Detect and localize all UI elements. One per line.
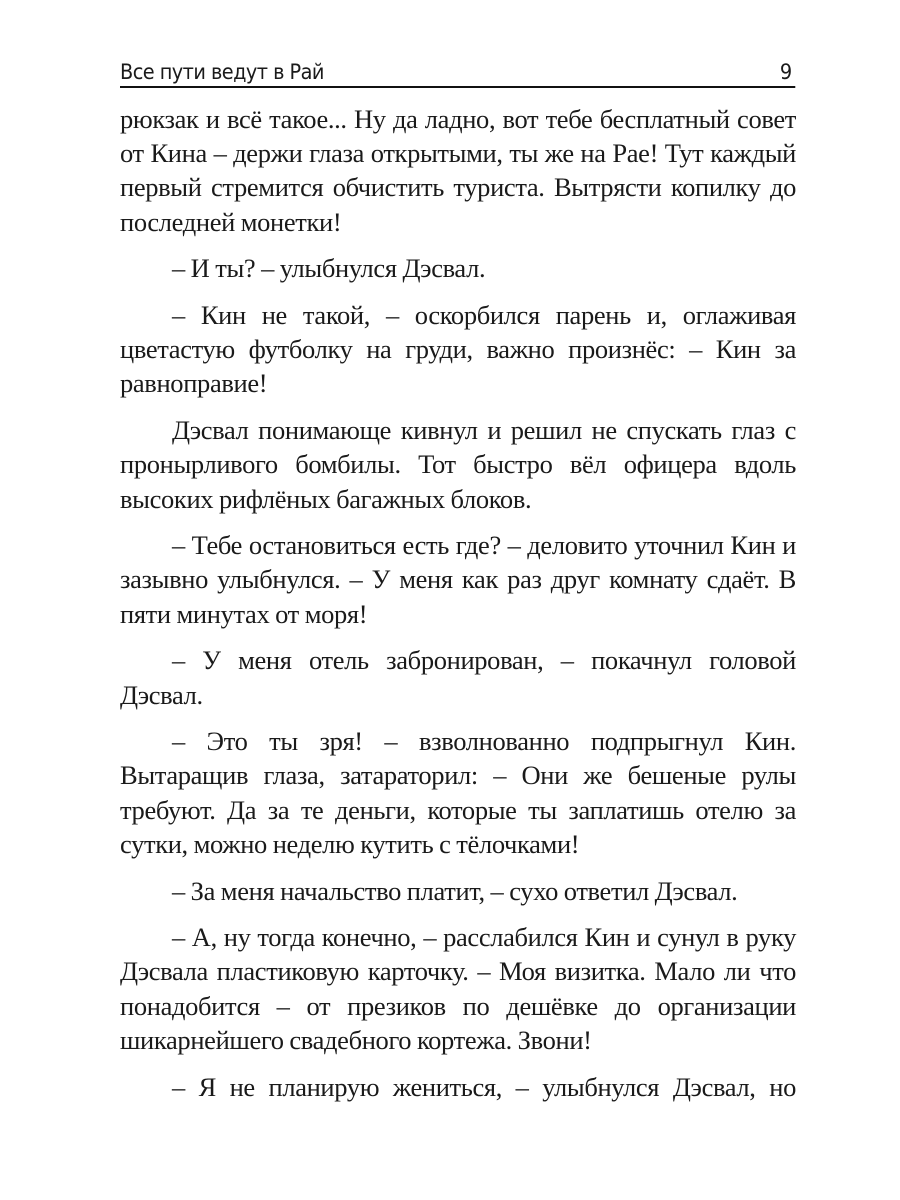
paragraph: – Я не планирую жениться, – улыбнулся Дэсвал, но <box>172 1071 796 1102</box>
paragraph: – Это ты зря! – взволнованно подпрыгнул Кин. Вытаращив глаза, затараторил: – Они же бешеные рулы требуют. Да за те деньги, которые ты заплатишь отелю за сутки, можно неделю кутить с тёлочками! <box>120 726 796 859</box>
page-number: 9 <box>779 60 792 84</box>
paragraph: – А, ну тогда конечно, – расслабился Кин и сунул в руку Дэсвала пластиковую карточку. – Моя визитка. Мало ли что понадобится – от презиков по дешёвке до организации шикарнейшего свадебного кортежа. Звони! <box>120 922 796 1055</box>
running-header <box>120 54 795 88</box>
book-page <box>120 54 796 1116</box>
paragraph: – У меня отель забронирован, – покачнул головой Дэсвал. <box>120 645 796 710</box>
paragraph: – И ты? – улыбнулся Дэсвал. <box>172 253 486 284</box>
page-body-text <box>120 102 796 1104</box>
paragraph: – За меня начальство платит, – сухо ответил Дэсвал. <box>172 875 738 906</box>
book-title: Все пути ведут в Рай <box>120 60 324 84</box>
paragraph: – Тебе остановиться есть где? – деловито уточнил Кин и зазывно улыбнулся. – У меня как раз друг комнату сдаёт. В пяти минутах от моря! <box>120 530 796 629</box>
paragraph: рюкзак и всё такое... Ну да ладно, вот тебе бесплатный совет от Кина – держи глаза открытыми, ты же на Рае! Тут каждый первый стремится обчистить туриста. Вытрясти копилку до последней монетки! <box>120 104 796 237</box>
paragraph: Дэсвал понимающе кивнул и решил не спускать глаз с пронырливого бомбилы. Тот быстро вёл офицера вдоль высоких рифлёных багажных блоков. <box>120 415 796 514</box>
paragraph: – Кин не такой, – оскорбился парень и, оглаживая цветастую футболку на груди, важно произнёс: – Кин за равноправие! <box>120 300 796 399</box>
